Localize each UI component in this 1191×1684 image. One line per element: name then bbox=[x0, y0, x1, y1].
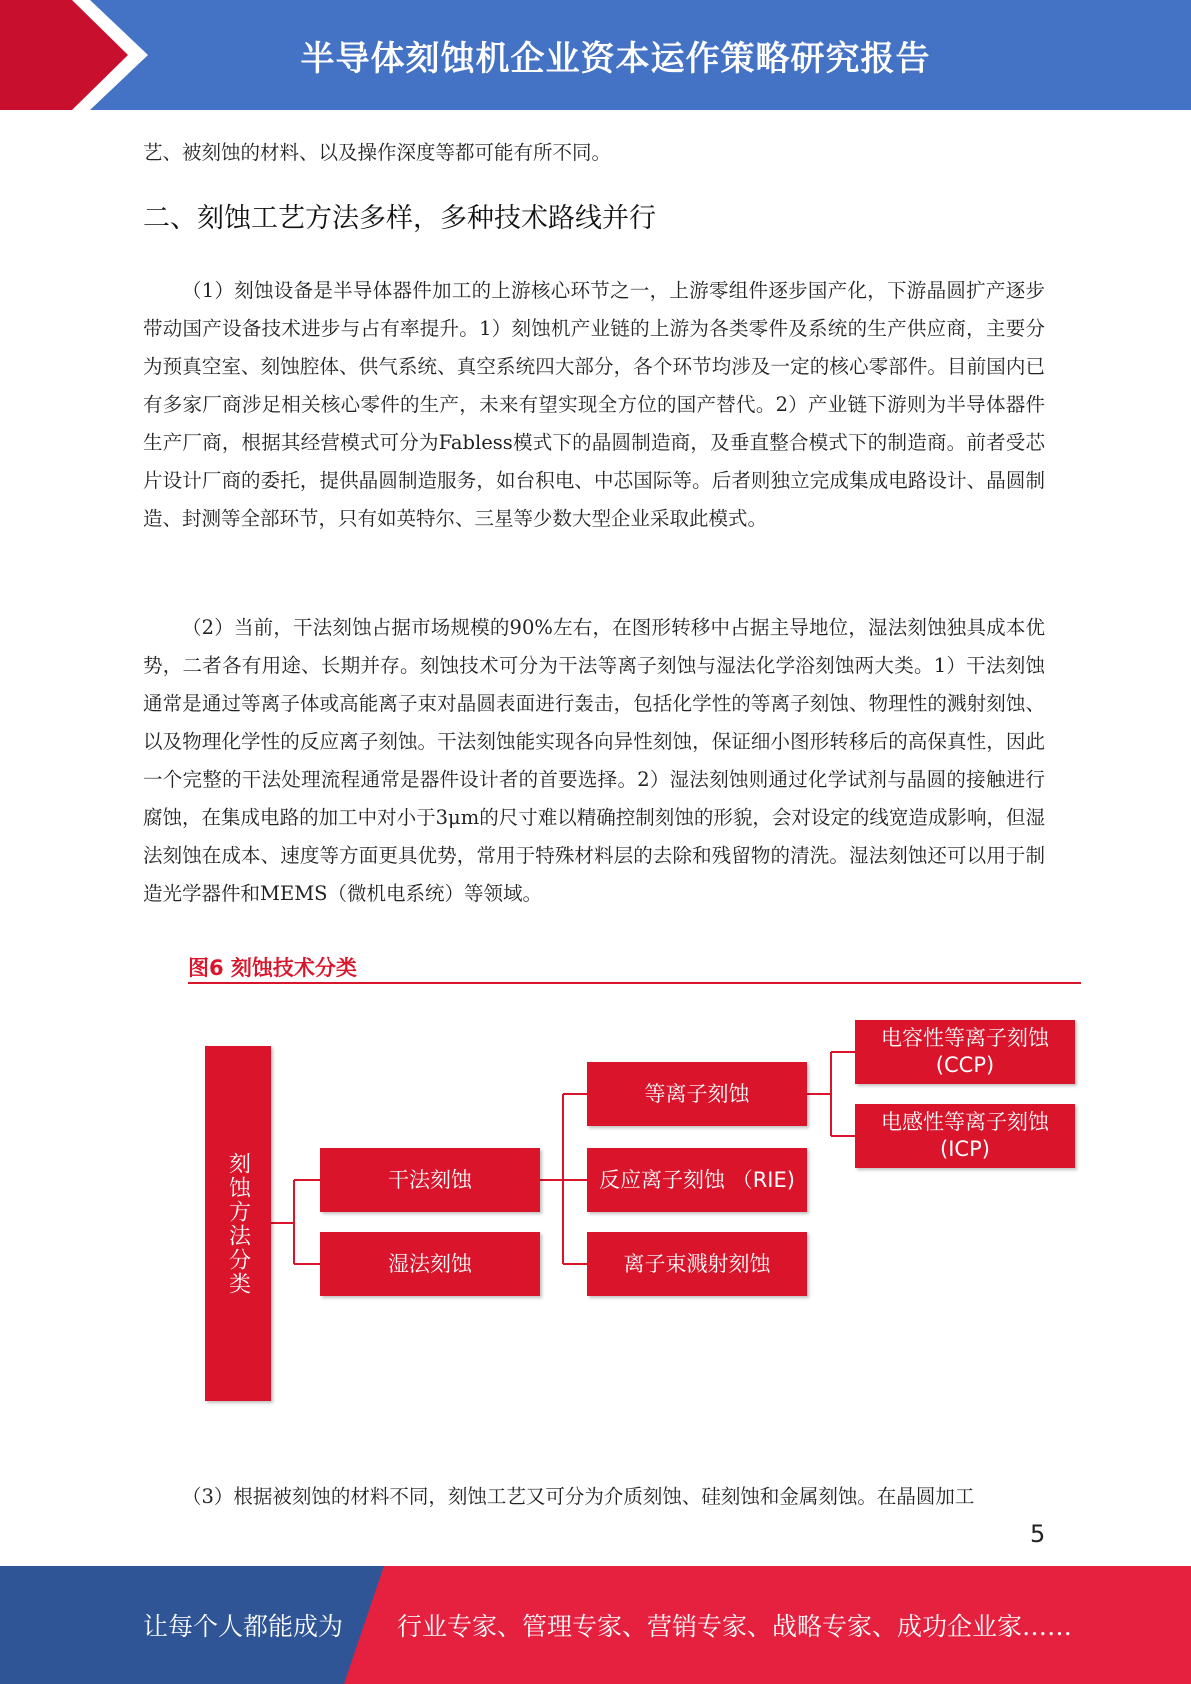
figure-caption: 图6 刻蚀技术分类 bbox=[188, 956, 357, 980]
intro-line: 艺、被刻蚀的材料、以及操作深度等都可能有所不同。 bbox=[143, 141, 612, 164]
footer-slogan-right: 行业专家、管理专家、营销专家、战略专家、成功企业家…… bbox=[397, 1612, 1073, 1641]
paragraph-1-block bbox=[143, 272, 1045, 538]
node-dry-etching-label: 干法刻蚀 bbox=[388, 1167, 472, 1192]
node-ion-beam-sputter-label: 离子束溅射刻蚀 bbox=[623, 1251, 771, 1276]
paragraph-2: （2）当前，干法刻蚀占据市场规模的90%左右，在图形转移中占据主导地位，湿法刻蚀独具成本优势，二者各有用途、长期并存。刻蚀技术可分为干法等离子刻蚀与湿法化学浴刻蚀两大类。1）干法刻蚀通常是通过等离子体或高能离子束对晶圆表面进行轰击，包括化学性的等离子刻蚀、物理性的溅射刻蚀、以及物理化学性的反应离子刻蚀。干法刻蚀能实现各向异性刻蚀，保证细小图形转移后的高保真性，因此一个完整的干法处理流程通常是器件设计者的首要选择。2）湿法刻蚀则通过化学试剂与晶圆的接触进行腐蚀，在集成电路的加工中对小于3μm的尺寸难以精确控制刻蚀的形貌，会对设定的线宽造成影响，但湿法刻蚀在成本、速度等方面更具优势，常用于特殊材料层的去除和残留物的清洗。湿法刻蚀还可以用于制造光学器件和MEMS（微机电系统）等领域。 bbox=[143, 616, 1045, 905]
node-etching-methods-label: 刻蚀方法分类 bbox=[225, 1151, 251, 1296]
node-icp bbox=[855, 1104, 1075, 1168]
node-icp-abbr: (ICP) bbox=[940, 1137, 990, 1161]
node-etching-methods bbox=[205, 1046, 271, 1401]
node-ccp-abbr: (CCP) bbox=[935, 1053, 995, 1077]
page-header bbox=[0, 0, 1191, 110]
node-ion-beam-sputter bbox=[587, 1232, 807, 1296]
node-plasma-etching-label: 等离子刻蚀 bbox=[644, 1081, 750, 1106]
footer-slogan-left: 让每个人都能成为 bbox=[143, 1612, 344, 1641]
node-ccp-label: 电容性等离子刻蚀 bbox=[881, 1026, 1049, 1050]
paragraph-3: （3）根据被刻蚀的材料不同，刻蚀工艺又可分为介质刻蚀、硅刻蚀和金属刻蚀。在晶圆加工 bbox=[182, 1485, 975, 1508]
paragraph-3-block bbox=[143, 1478, 1045, 1516]
report-title: 半导体刻蚀机企业资本运作策略研究报告 bbox=[300, 38, 931, 79]
section-heading: 二、刻蚀工艺方法多样，多种技术路线并行 bbox=[143, 203, 656, 234]
node-ccp bbox=[855, 1020, 1075, 1084]
node-wet-etching-label: 湿法刻蚀 bbox=[388, 1251, 472, 1276]
paragraph-2-block bbox=[143, 609, 1045, 913]
node-rie-label: 反应离子刻蚀 （RIE) bbox=[599, 1167, 795, 1192]
node-plasma-etching bbox=[587, 1062, 807, 1126]
etching-classification-figure bbox=[188, 942, 1081, 1432]
intro-text bbox=[143, 134, 1045, 172]
node-dry-etching bbox=[320, 1148, 540, 1212]
node-wet-etching bbox=[320, 1232, 540, 1296]
node-icp-label: 电感性等离子刻蚀 bbox=[881, 1110, 1049, 1134]
node-rie bbox=[587, 1148, 807, 1212]
page-number: 5 bbox=[1030, 1520, 1046, 1548]
page-footer bbox=[0, 1566, 1191, 1684]
paragraph-1: （1）刻蚀设备是半导体器件加工的上游核心环节之一，上游零组件逐步国产化，下游晶圆扩产逐步带动国产设备技术进步与占有率提升。1）刻蚀机产业链的上游为各类零件及系统的生产供应商，主要分为预真空室、刻蚀腔体、供气系统、真空系统四大部分，各个环节均涉及一定的核心零部件。目前国内已有多家厂商涉足相关核心零件的生产，未来有望实现全方位的国产替代。2）产业链下游则为半导体器件生产厂商，根据其经营模式可分为Fabless模式下的晶圆制造商，及垂直整合模式下的制造商。前者受芯片设计厂商的委托，提供晶圆制造服务，如台积电、中芯国际等。后者则独立完成集成电路设计、晶圆制造、封测等全部环节，只有如英特尔、三星等少数大型企业采取此模式。 bbox=[143, 279, 1045, 530]
